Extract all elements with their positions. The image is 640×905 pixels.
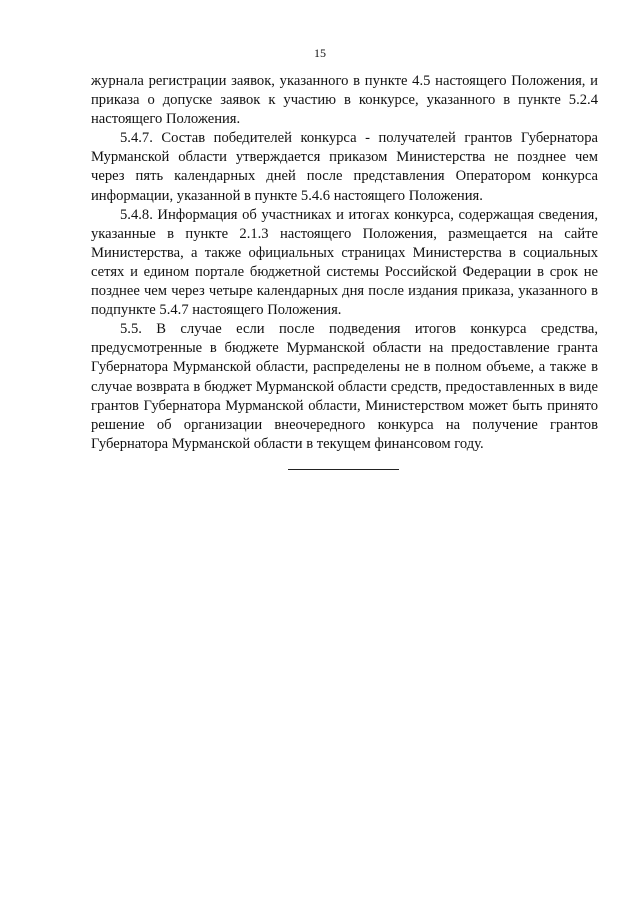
page-number: 15 — [314, 46, 326, 60]
paragraph-5-4-7: 5.4.7. Состав победителей конкурса - получателей грантов Губернатора Мурманской области утверждается приказом Министерства не позднее чем через пять календарных дней после представления Оператором конкурса информации, указанной в пункте 5.4.6 настоящего Положения. — [91, 130, 598, 204]
paragraph-5-4-8: 5.4.8. Информация об участниках и итогах конкурса, содержащая сведения, указанные в пункте 2.1.3 настоящего Положения, размещается на сайте Министерства, а также официальных страницах Министерства в социальных сетях и едином портале бюджетной системы Российской Федерации в срок не позднее чем через четыре календарных дня после издания приказа, указанного в подпункте 5.4.7 настоящего Положения. — [91, 206, 598, 319]
paragraph-5-5: 5.5. В случае если после подведения итогов конкурса средства, предусмотренные в бюджете Мурманской области на предоставление гранта Губернатора Мурманской области, распределены не в полном объеме, а также в случае возврата в бюджет Мурманской области средств, предоставленных в виде грантов Губернатора Мурманской области, Министерством может быть принято решение об организации внеочередного конкурса на получение грантов Губернатора Мурманской области в текущем финансовом году. — [91, 321, 598, 452]
document-body — [91, 72, 598, 454]
end-of-document-rule — [288, 469, 399, 470]
paragraph-continuation: журнала регистрации заявок, указанного в пункте 4.5 настоящего Положения, и приказа о допуске заявок к участию в конкурсе, указанного в пункте 5.2.4 настоящего Положения. — [91, 73, 598, 128]
